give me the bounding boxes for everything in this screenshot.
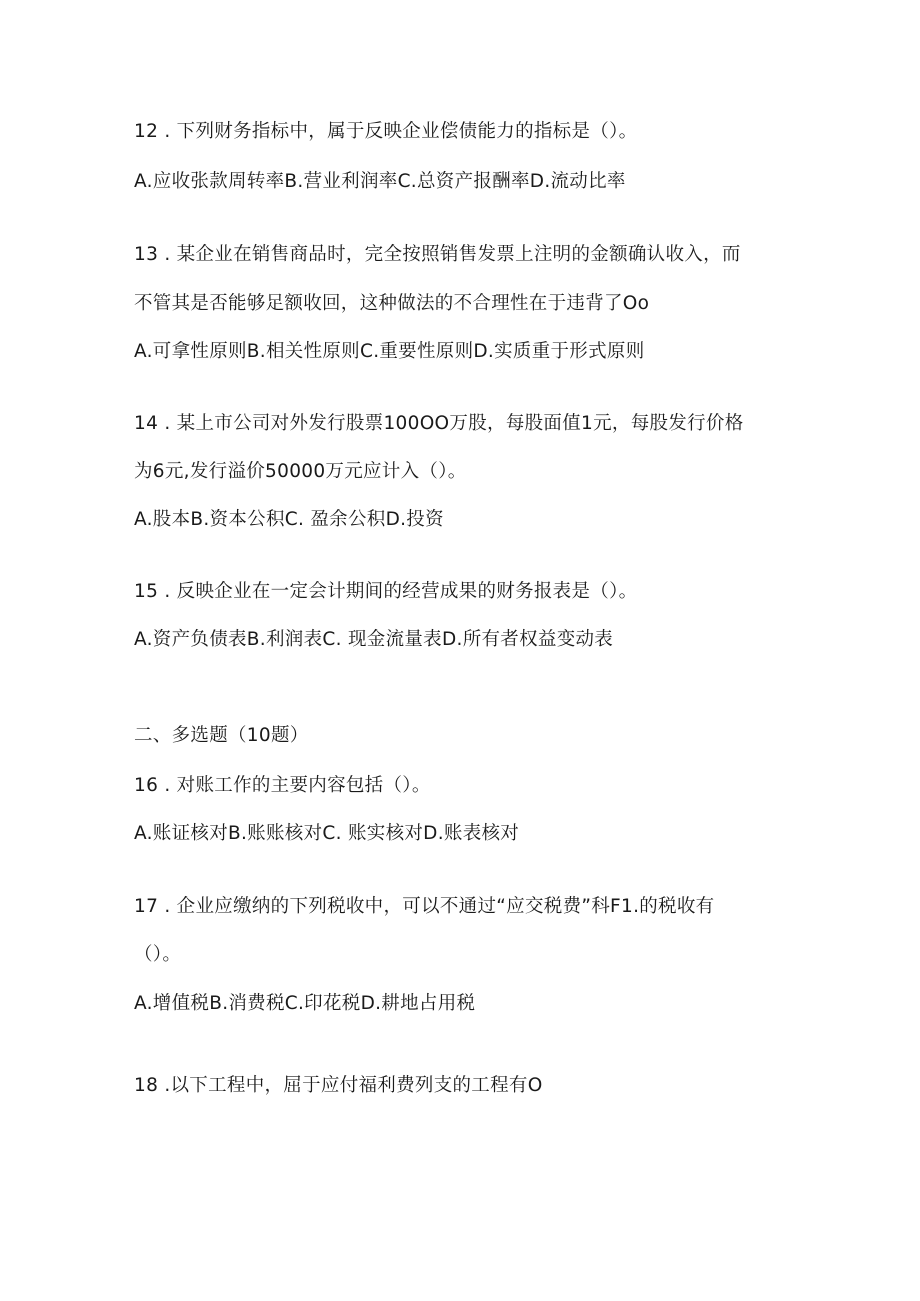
- question-13-options: A.可拿性原则B.相关性原则C.重要性原则D.实质重于形式原则: [134, 341, 645, 362]
- question-14-stem-line-2: 为6元,发行溢价50000万元应计入（）。: [134, 461, 467, 482]
- section-heading: 二、多选题（10题）: [134, 725, 309, 746]
- question-17-options: A.增值税B.消费税C.印花税D.耕地占用税: [134, 993, 476, 1014]
- question-16-stem: 16 . 对账工作的主要内容包括（）。: [134, 775, 431, 796]
- question-16-options: A.账证核对B.账账核对C. 账实核对D.账表核对: [134, 823, 520, 844]
- question-14-stem-line-1: 14 . 某上市公司对外发行股票100OO万股，每股面值1元，每股发行价格: [134, 413, 744, 434]
- question-13-stem-line-1: 13 . 某企业在销售商品时，完全按照销售发票上注明的金额确认收入，而: [134, 244, 741, 265]
- question-12-options: A.应收张款周转率B.营业利润率C.总资产报酬率D.流动比率: [134, 171, 626, 192]
- question-17-stem-line-2: （）。: [134, 944, 182, 965]
- question-13-stem-line-2: 不管其是否能够足额收回，这种做法的不合理性在于违背了Oo: [134, 293, 650, 314]
- question-15-stem: 15 . 反映企业在一定会计期间的经营成果的财务报表是（）。: [134, 581, 638, 602]
- question-12-stem: 12 . 下列财务指标中，属于反映企业偿债能力的指标是（）。: [134, 121, 638, 142]
- question-14-options: A.股本B.资本公积C. 盈余公积D.投资: [134, 509, 444, 530]
- question-18-stem: 18 .以下工程中，屈于应付福利费列支的工程有O: [134, 1075, 543, 1096]
- question-17-stem-line-1: 17 . 企业应缴纳的下列税收中，可以不通过“应交税费”科F1.的税收有: [134, 896, 715, 917]
- question-15-options: A.资产负债表B.利润表C. 现金流量表D.所有者权益变动表: [134, 629, 614, 650]
